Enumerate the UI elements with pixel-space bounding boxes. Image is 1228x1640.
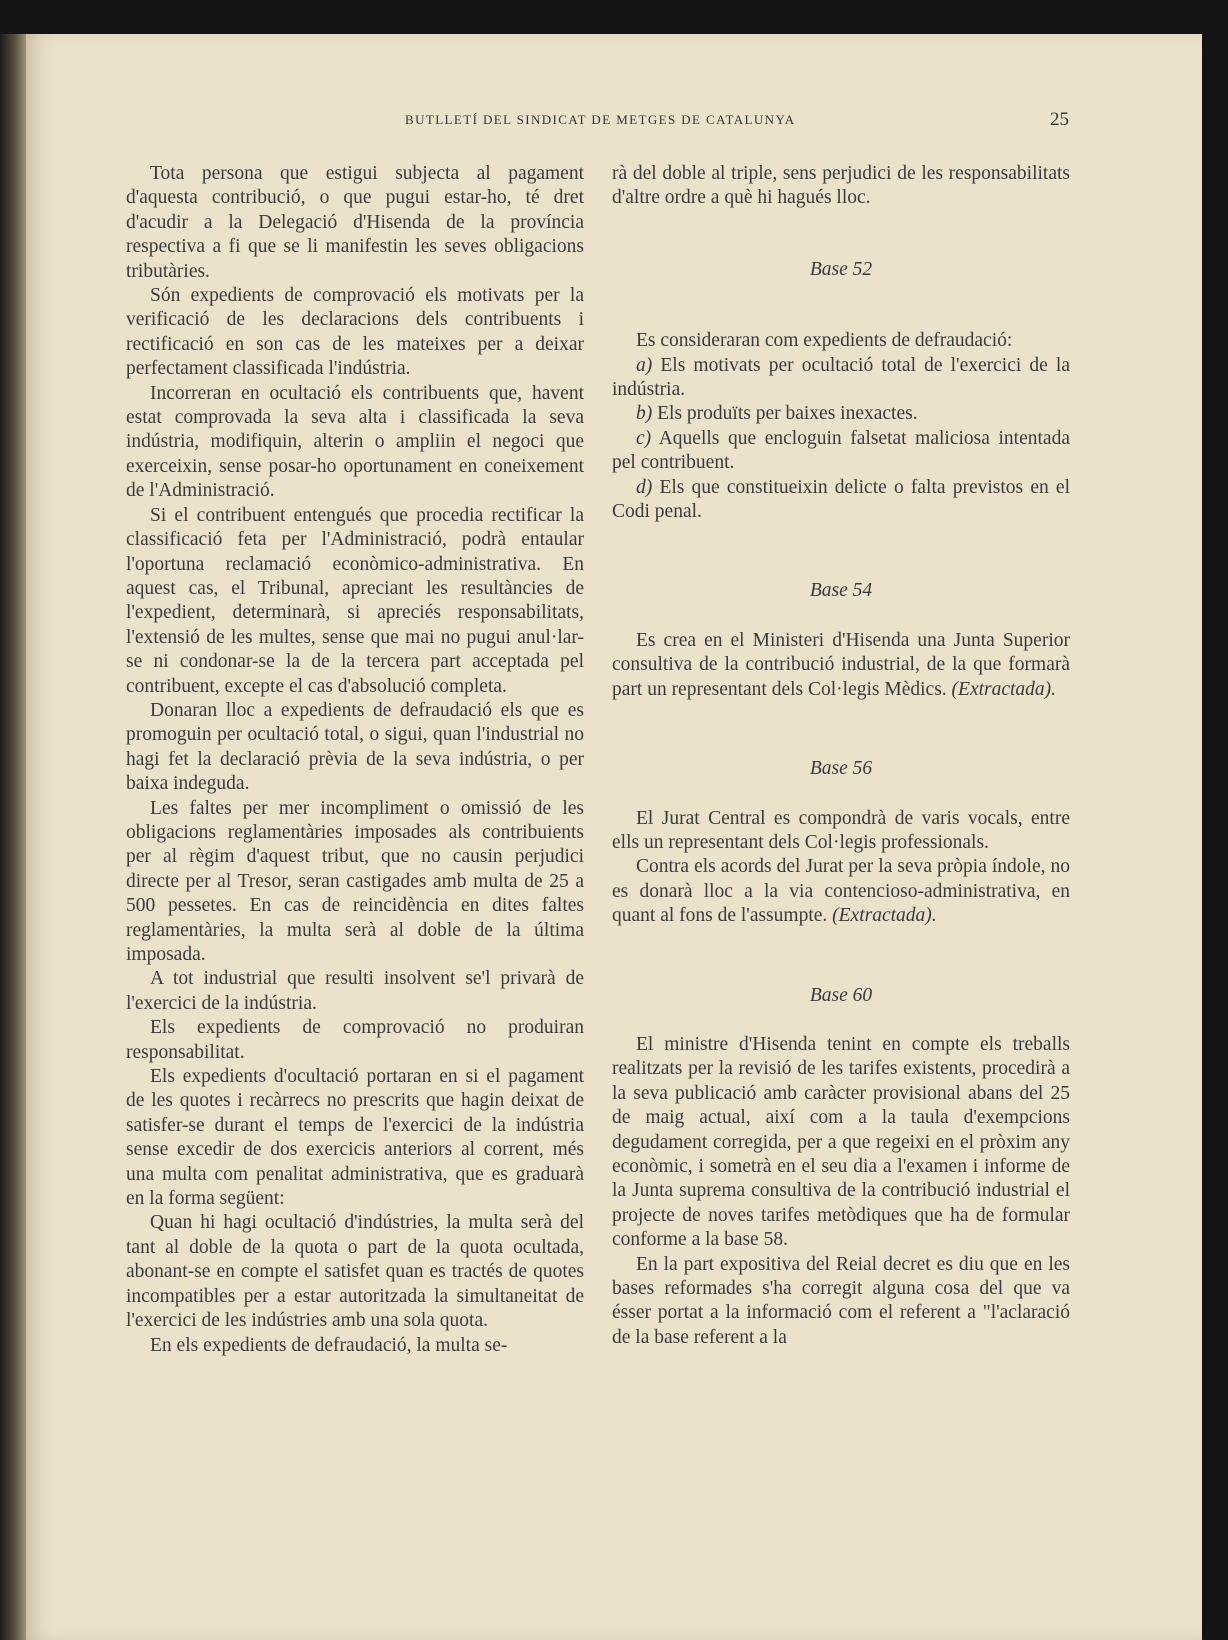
item-letter: b): [636, 403, 653, 425]
left-column: [126, 162, 584, 1358]
item-text: Els que constitueixin delicte o falta previstos en el Codi penal.: [612, 476, 1070, 523]
continued-paragraph: rà del doble al triple, sens perjudici de les responsabilitats d'altre ordre a què hi hagués lloc.: [612, 163, 1070, 209]
base-52-heading: Base 52: [809, 258, 873, 280]
paragraph: En la part expositiva del Reial decret es diu que en les bases reformades s'ha corregit alguna cosa del que va ésser portat a la informació com el referent a "l'aclaració de la base referent a la: [612, 1253, 1070, 1348]
item-text: Aquells que encloguin falsetat maliciosa intentada pel contribuent.: [612, 427, 1070, 474]
running-title: BUTLLETÍ DEL SINDICAT DE METGES DE CATALUNYA: [405, 112, 796, 127]
base-52-intro: Es consideraran com expedients de defraudació:: [636, 330, 1013, 352]
extractada-note: (Extractada).: [951, 678, 1057, 700]
base-52-item-a: [612, 354, 1070, 403]
extractada-note: (Extractada).: [832, 905, 937, 927]
base-56-heading: Base 56: [809, 758, 873, 780]
item-letter: c): [636, 427, 652, 449]
base-54-heading: Base 54: [809, 580, 873, 602]
paragraph: En els expedients de defraudació, la multa se-: [150, 1334, 508, 1356]
paragraph: El Jurat Central es compondrà de varis vocals, entre ells un representant dels Col·legis professionals.: [612, 807, 1070, 853]
paragraph: Donaran lloc a expedients de defraudació els que es promoguin per ocultació total, o sigui, quan l'industrial no hagi fet la declaració prèvia de la seva indústria, o per baixa indeguda.: [126, 699, 584, 795]
base-56-p2: [612, 855, 1070, 928]
paragraph: Els expedients d'ocultació portaran en si el pagament de les quotes i recàrrecs no prescrits que hagin deixat de satisfer-se durant el temps de l'exercici de la indústria sense excedir de dos exercicis anteriors al corrent, més una multa com penalitat administrativa, que es graduarà en la forma següent:: [126, 1066, 584, 1210]
paragraph: Quan hi hagi ocultació d'indústries, la multa serà del tant al doble de la quota o part de la quota ocultada, abonant-se en compte el satisfet quan es tractés de quotes incompatibles per a estar autoritzada la simultaneitat de l'exercici de les indústries amb una sola quota.: [126, 1212, 584, 1332]
right-column: [612, 162, 1070, 1350]
paragraph: El ministre d'Hisenda tenint en compte els treballs realitzats per la revisió de les tarifes existents, procedirà a la seva publicació amb caràcter provisional abans del 25 de maig actual, així com a la taula d'exempcions degudament corregida, per a que regeixi en el pròxim any econòmic, i sometrà en el seu dia a l'examen i informe de la Junta suprema consultiva de la contribució industrial el projecte de noves tarifes metòdiques que ha de formular conforme a la base 58.: [612, 1033, 1070, 1251]
base-52-item-c: [612, 427, 1070, 476]
base-60-heading: Base 60: [809, 984, 873, 1006]
paragraph: Si el contribuent entengués que procedia rectificar la classificació feta per l'Administració, podrà entaular l'oportuna reclamació econòmico-administrativa. En aquest cas, el Tribunal, apreciant les resultàncies de l'expedient, determinarà, si apreciés responsabilitats, l'extensió de les multes, sense que mai no pugui anul·lar-se ni condonar-se la de la tercera part acceptada pel contribuent, excepte el cas d'absolució completa.: [126, 504, 584, 697]
paragraph: Incorreran en ocultació els contribuents que, havent estat comprovada la seva alta i classificada la seva indústria, modifiquin, alterin o ampliin el negoci que exerceixin, sense posar-ho oportunament en coneixement de l'Administració.: [126, 382, 584, 502]
item-text: Els motivats per ocultació total de l'exercici de la indústria.: [612, 354, 1070, 401]
item-text: Els produïts per baixes inexactes.: [657, 403, 918, 425]
paragraph: A tot industrial que resulti insolvent se'l privarà de l'exercici de la indústria.: [126, 968, 584, 1014]
base-54-body: Es crea en el Ministeri d'Hisenda una Junta Superior consultiva de la contribució industrial, de la que formarà part un representant dels Col·legis Mèdics.: [612, 629, 1070, 700]
paragraph: Tota persona que estigui subjecta al pagament d'aquesta contribució, o que pugui estar-ho, té dret d'acudir a la Delegació d'Hisenda de la província respectiva a fi que se li manifestin les seves obligacions tributàries.: [126, 163, 584, 282]
base-56-body: Contra els acords del Jurat per la seva pròpia índole, no es donarà lloc a la via contencioso-administrativa, en quant al fons de l'assumpte.: [612, 856, 1070, 927]
base-54-text: [612, 629, 1070, 702]
paragraph: Són expedients de comprovació els motivats per la verificació de les declaracions dels contribuents i rectificació en son cas de les mateixes per a deixar perfectament classificada l'indústria.: [126, 285, 584, 380]
page-header: [0, 109, 1228, 132]
item-letter: d): [636, 476, 653, 498]
item-letter: a): [636, 354, 653, 376]
page-number: 25: [1050, 109, 1069, 130]
paragraph: Les faltes per mer incompliment o omissió de les obligacions reglamentàries imposades als contribuients per al règim d'aquest tribut, que no causin perjudici directe per al Tresor, seran castigades amb multa de 25 a 500 pessetes. En cas de reincidència en dites faltes reglamentàries, la multa serà al doble de la última imposada.: [126, 797, 584, 965]
base-52-item-b: [612, 402, 1070, 426]
base-52-item-d: [612, 476, 1070, 525]
paragraph: Els expedients de comprovació no produiran responsabilitat.: [126, 1017, 584, 1063]
